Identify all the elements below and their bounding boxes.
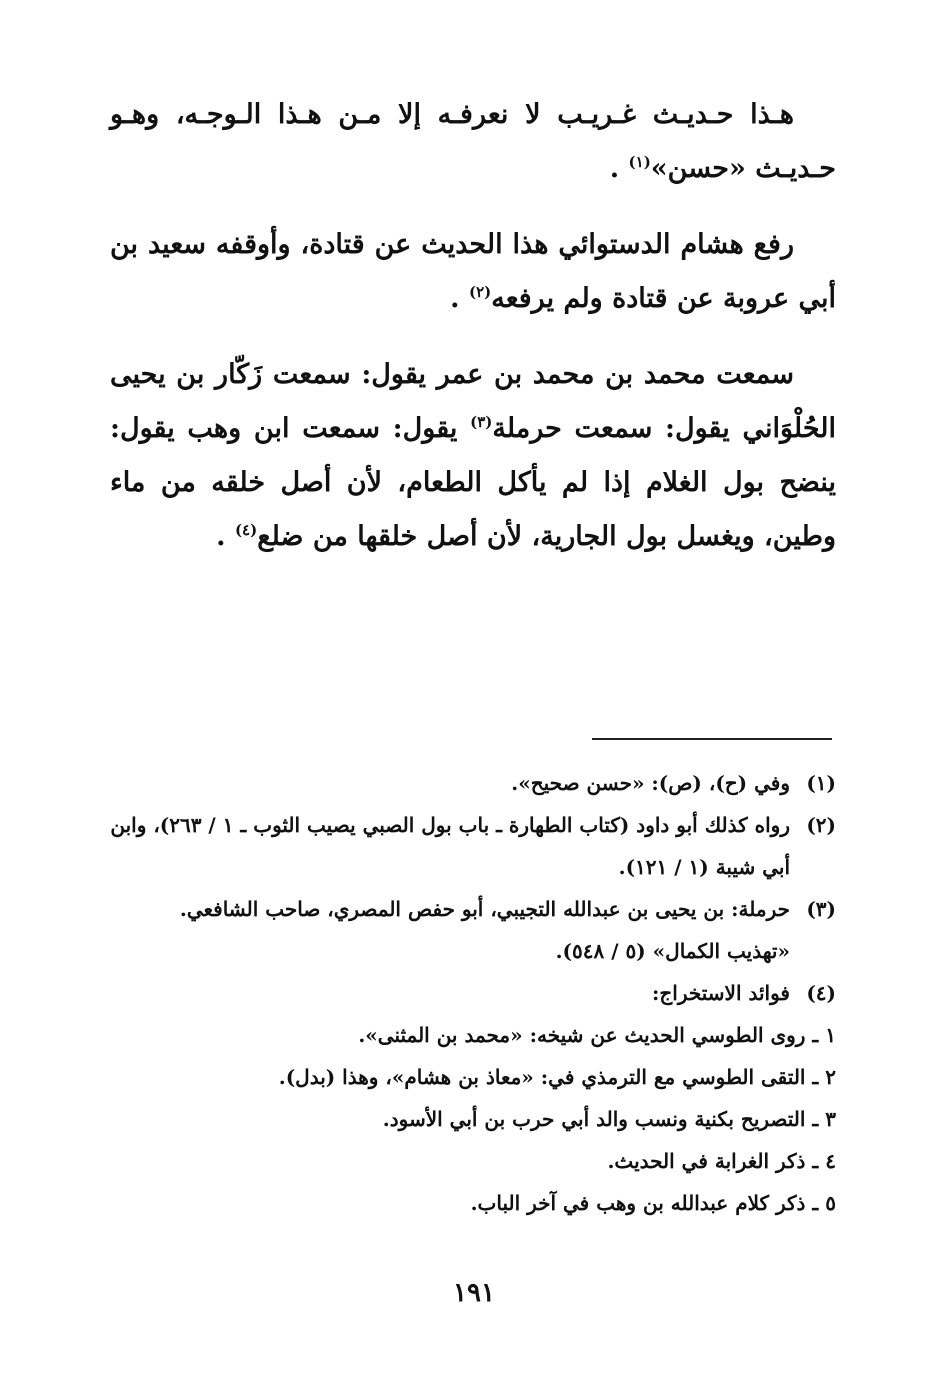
footnote-1	[110, 762, 836, 804]
paragraph-1-tail: .	[609, 153, 629, 184]
footnote-3-text: حرملة: بن يحيى بن عبدالله التجيبي، أبو حفص المصري، صاحب الشافعي. «تهذيب الكمال» (٥ / ٥٤٨).	[179, 897, 790, 963]
paragraph-2	[110, 218, 836, 326]
footnote-3	[110, 888, 836, 972]
footnote-2	[110, 804, 836, 888]
paragraph-2-text: رفع هشام الدستوائي هذا الحديث عن قتادة، وأوقفه سعيد بن أبي عروبة عن قتادة ولم يرفعه	[110, 229, 836, 314]
footnote-4-item: ٣ ـ التصريح بكنية ونسب والد أبي حرب بن أبي الأسود.	[382, 1107, 836, 1131]
footnote-ref-4[interactable]: (٤)	[234, 521, 258, 539]
main-text	[110, 88, 836, 586]
footnote-4-item: ١ ـ روى الطوسي الحديث عن شيخه: «محمد بن المثنى».	[358, 1023, 836, 1047]
page-number: ١٩١	[453, 1278, 495, 1308]
paragraph-3-tail: .	[216, 521, 235, 552]
footnote-3-number: (٣)	[806, 897, 836, 921]
paragraph-3-text-b: يقول: سمعت ابن وهب يقول: ينضح بول الغلام إذا لم يأكل الطعام، لأن أصل خلقه من ماء وطين، ويغسل بول الجارية، لأن أصل خلقها من ضلع	[110, 413, 836, 552]
paragraph-1-text: هـذا حـديـث غـريـب لا نعرفـه إلا مـن هـذا الـوجـه، وهـو حـديـث «حسن»	[110, 99, 836, 184]
footnote-divider	[592, 738, 832, 740]
paragraph-1	[110, 88, 836, 196]
paragraph-3	[110, 348, 836, 564]
footnotes	[110, 762, 836, 1224]
footnote-4-item: ٢ ـ التقى الطوسي مع الترمذي في: «معاذ بن هشام»، وهذا (بدل).	[278, 1065, 836, 1089]
footnote-4-number: (٤)	[806, 981, 836, 1005]
footnote-4	[110, 972, 836, 1014]
footnote-2-number: (٢)	[806, 813, 836, 837]
paragraph-2-tail: .	[450, 283, 469, 314]
footnote-4-item: ٤ ـ ذكر الغرابة في الحديث.	[607, 1149, 836, 1173]
footnote-4-item: ٥ ـ ذكر كلام عبدالله بن وهب في آخر الباب.	[470, 1191, 836, 1215]
footnote-ref-2[interactable]: (٢)	[468, 283, 492, 301]
paragraph-3-text-a: سمعت محمد بن محمد بن عمر يقول: سمعت زَكّار بن يحيى الحُلْوَاني يقول: سمعت حرملة	[110, 359, 837, 444]
footnote-1-number: (١)	[806, 771, 836, 795]
footnote-2-text: رواه كذلك أبو داود (كتاب الطهارة ـ باب بول الصبي يصيب الثوب ـ ١ / ٢٦٣)، وابن أبي شيبة (١ / ١٢١).	[110, 813, 790, 879]
footnote-ref-3[interactable]: (٣)	[470, 413, 493, 431]
footnote-ref-1[interactable]: (١)	[628, 153, 651, 171]
footnote-4-heading: فوائد الاستخراج:	[651, 981, 790, 1005]
footnote-1-text: وفي (ح)، (ص): «حسن صحيح».	[511, 771, 790, 795]
